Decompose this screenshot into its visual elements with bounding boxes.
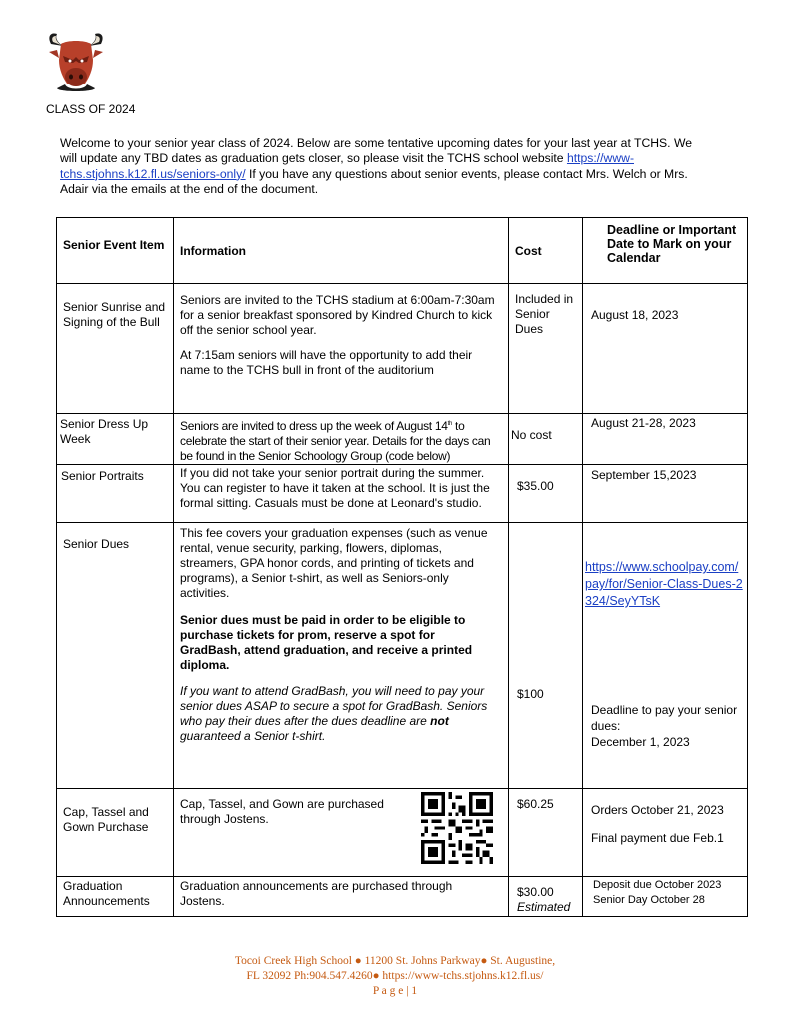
table-row [57, 789, 748, 877]
info-text: guaranteed a Senior t-shirt. [180, 729, 326, 743]
deadline-line: Senior Day October 28 [593, 894, 705, 906]
info-paragraph-italic [180, 684, 498, 744]
deadline-cell [583, 523, 748, 789]
intro-text-end: If you have any questions about senior events, please contact Mrs. Welch or Mrs. Adair via the emails at the end of the document. [60, 166, 688, 196]
info-paragraph: At 7:15am seniors will have the opportunity to add their name to the TCHS bull in front of the auditorium [180, 348, 473, 377]
ordinal-suffix: th [447, 421, 453, 427]
table-row [57, 414, 748, 465]
deadline-date: December 1, 2023 [591, 735, 690, 749]
page-number: P a g e | 1 [372, 985, 418, 997]
deadline-line: Orders October 21, 2023 [591, 803, 724, 817]
cost-cell: No cost [509, 414, 583, 465]
table-row [57, 523, 748, 789]
class-of-label: CLASS OF 2024 [46, 102, 136, 116]
event-cell: Senior Sunrise and Signing of the Bull [57, 284, 174, 414]
info-paragraph: Seniors are invited to the TCHS stadium at 6:00am-7:30am for a senior breakfast sponsored by Kindred Church to kick off the senior school year. [180, 293, 495, 337]
cost-cell: $35.00 [509, 465, 583, 523]
table-row [57, 465, 748, 523]
senior-events-table [56, 217, 748, 917]
bull-mascot-logo [45, 30, 107, 94]
table-row [57, 877, 748, 917]
seniors-only-link[interactable]: https://www-tchs.stjohns.k12.fl.us/seniors-only/ [60, 151, 634, 181]
info-text: Seniors who pay their dues after the dues deadline are [180, 699, 488, 728]
qr-code [421, 792, 493, 864]
deadline-cell [583, 877, 748, 917]
event-cell: Senior Portraits [57, 465, 174, 523]
info-text: Seniors are invited to dress up the week of August 14 [180, 419, 448, 433]
info-cell: If you did not take your senior portrait during the summer. You can register to have it taken at the school. It is just the formal sitting. Casuals must be done at Leonard's studio. [174, 465, 509, 523]
intro-paragraph [60, 136, 710, 197]
cost-value: $30.00 [517, 885, 554, 899]
info-cell [174, 523, 509, 789]
info-cell: Graduation announcements are purchased through Jostens. [174, 877, 509, 917]
schoolpay-link[interactable]: https://www.schoolpay.com/pay/for/Senior-Class-Dues-2324/SeyYTsK [585, 560, 743, 608]
header-cost: Cost [509, 218, 583, 284]
info-cell [174, 414, 509, 465]
footer-address: Tocoi Creek High School ● 11200 St. Johns Parkway● St. Augustine, FL 32092 Ph:904.547.4260● https://www-tchs.stjohns.k12.fl.us/ [234, 955, 556, 982]
info-cell [174, 789, 509, 877]
event-cell: Graduation Announcements [57, 877, 174, 917]
cost-cell [509, 877, 583, 917]
info-text: If you want to attend GradBash, you will need to pay your senior dues ASAP to secure a spot for GradBash. [180, 684, 485, 713]
info-text: Cap, Tassel, and Gown are purchased through Jostens. [180, 797, 384, 826]
deadline-cell [583, 789, 748, 877]
info-text-emphasis: not [430, 714, 449, 728]
event-cell: Senior Dress Up Week [57, 414, 174, 465]
info-paragraph-bold: Senior dues must be paid in order to be eligible to purchase tickets for prom, reserve a spot for GradBash, attend graduation, and receive a printed diploma. [180, 613, 473, 672]
event-cell: Senior Dues [57, 523, 174, 789]
deadline-line: Final payment due Feb.1 [591, 831, 724, 845]
cost-cell: $100 [509, 523, 583, 789]
header-event: Senior Event Item [57, 218, 174, 284]
info-cell [174, 284, 509, 414]
deadline-cell: September 15,2023 [583, 465, 748, 523]
info-text: to celebrate the start of their senior year. Details for the days can be found in the Senior Schoology Group (code below) [180, 419, 491, 463]
header-info: Information [174, 218, 509, 284]
page-footer [230, 954, 560, 999]
cost-note: Estimated [517, 900, 571, 914]
deadline-note: Deadline to pay your senior dues: [591, 703, 738, 733]
cost-cell: $60.25 [509, 789, 583, 877]
header-deadline: Deadline or Important Date to Mark on your Calendar [583, 218, 748, 284]
cost-cell: Included in Senior Dues [509, 284, 583, 414]
table-header-row [57, 218, 748, 284]
deadline-cell: August 21-28, 2023 [583, 414, 748, 465]
deadline-line: Deposit due October 2023 [593, 879, 722, 891]
deadline-cell: August 18, 2023 [583, 284, 748, 414]
info-paragraph: This fee covers your graduation expenses (such as venue rental, venue security, parking, flowers, diplomas, streamers, GPA honor cords, and printing of tickets and programs), a Senior t-shirt, as well as Seniors-only activities. [180, 526, 488, 600]
table-row [57, 284, 748, 414]
intro-text-start: Welcome to your senior year class of 2024. Below are some tentative upcoming dates for your last year at TCHS. We will update any TBD dates as graduation gets closer, so please visit the TCHS school website [60, 136, 693, 166]
event-cell: Cap, Tassel and Gown Purchase [57, 789, 174, 877]
